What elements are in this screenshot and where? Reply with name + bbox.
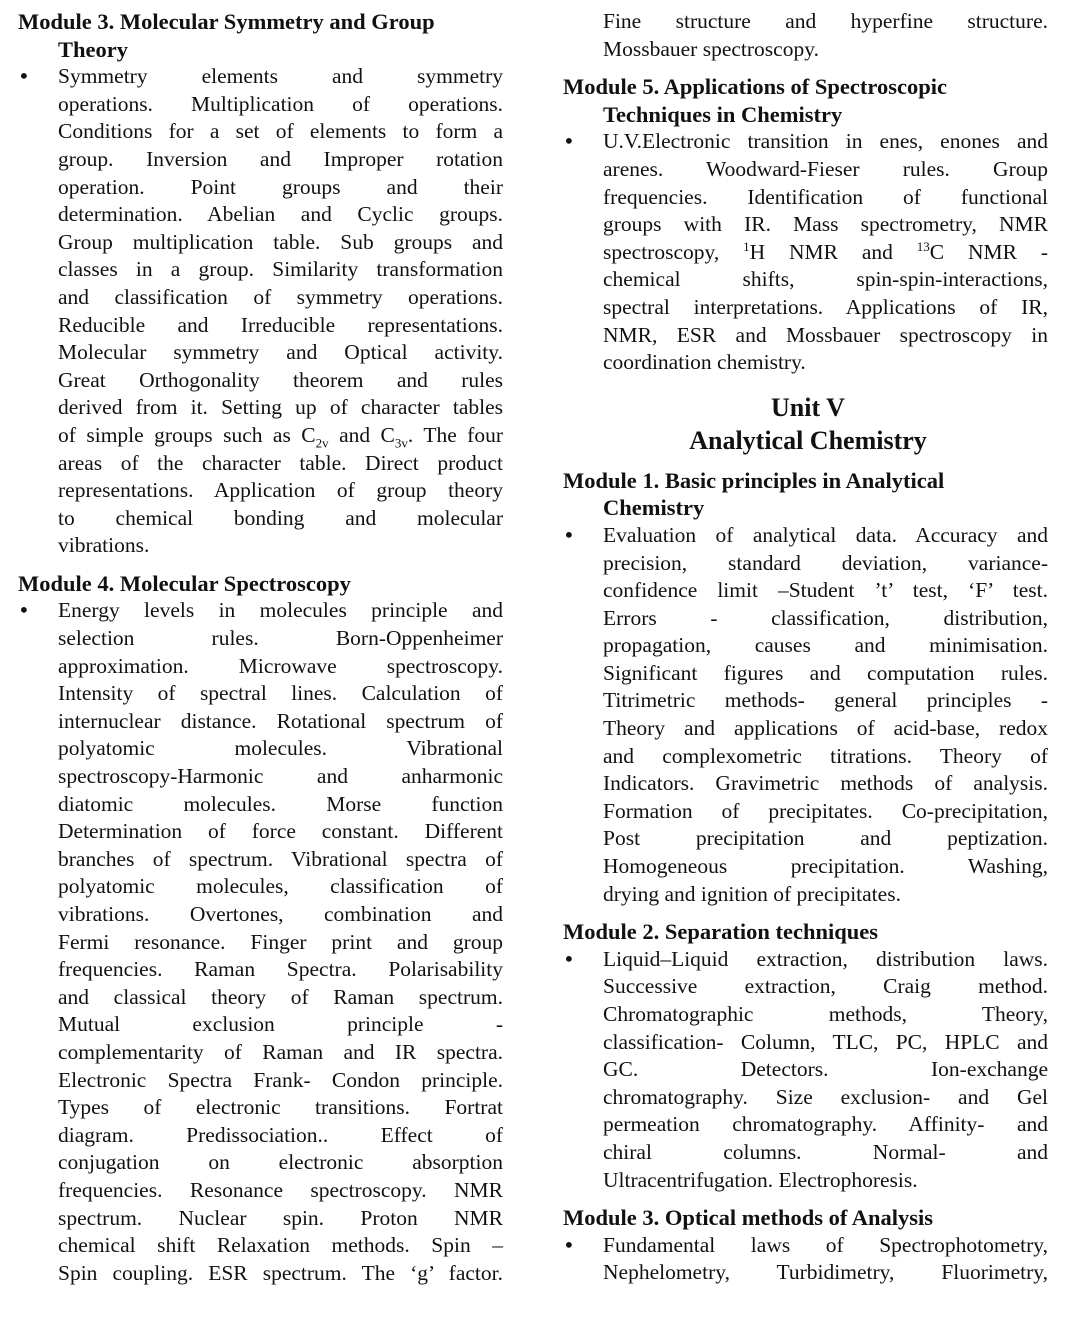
text-line-point-groups <box>58 422 503 450</box>
text-line: Fundamental laws of Spectrophotometry, <box>603 1232 1048 1257</box>
module-5-bullet-item <box>563 128 1048 376</box>
module-2-separation-section <box>563 918 1053 1194</box>
heading-line: Module 3. Optical methods of Analysis <box>563 1205 934 1231</box>
text-line: precision, standard deviation, variance- <box>603 550 1048 575</box>
module-4-heading <box>18 570 508 598</box>
text-fragment: spectroscopy, <box>603 239 744 264</box>
text-line: frequencies. Resonance spectroscopy. NMR <box>58 1177 503 1202</box>
module-2-heading <box>563 918 1053 946</box>
text-line: Conditions for a set of elements to form a <box>58 119 503 144</box>
heading-line: Chemistry <box>603 495 705 521</box>
text-line: Mutual exclusion principle - <box>58 1012 503 1037</box>
text-line: operation. Point groups and their <box>58 174 503 199</box>
module-3-optical-heading <box>563 1204 1053 1232</box>
unit-subtitle: Analytical Chemistry <box>689 425 927 455</box>
text-line: Symmetry elements and symmetry <box>58 64 503 89</box>
text-line: group. Inversion and Improper rotation <box>58 146 503 171</box>
text-line: vibrations. <box>58 533 150 558</box>
text-line: spectroscopy-Harmonic and anharmonic <box>58 764 503 789</box>
text-line: spectrum. Nuclear spin. Proton NMR <box>58 1205 503 1230</box>
text-line: diagram. Predissociation.. Effect of <box>58 1122 503 1147</box>
text-line: GC. Detectors. Ion-exchange <box>603 1057 1048 1082</box>
superscript: 1 <box>743 238 750 254</box>
text-line: frequencies. Raman Spectra. Polarisability <box>58 957 503 982</box>
text-line: vibrations. Overtones, combination and <box>58 902 503 926</box>
module-4-spectroscopy-section <box>18 570 508 1287</box>
text-line: Great Orthogonality theorem and rules <box>58 367 503 392</box>
text-line: operations. Multiplication of operations. <box>58 91 503 116</box>
text-line: areas of the character table. Direct product <box>58 450 503 475</box>
text-line: chemical shift Relaxation methods. Spin – <box>58 1233 503 1258</box>
text-line: Ultracentrifugation. Electrophoresis. <box>603 1167 918 1192</box>
text-line: conjugation on electronic absorption <box>58 1150 503 1175</box>
module-2-bullet-item <box>563 946 1048 1194</box>
text-fragment: . The four <box>407 422 503 447</box>
text-line: Formation of precipitates. Co-precipitation, <box>603 798 1048 823</box>
text-line: polyatomic molecules, classification of <box>58 874 503 899</box>
text-line: and complexometric titrations. Theory of <box>603 743 1048 768</box>
bullet-icon: • <box>563 522 575 547</box>
text-line: and classical theory of Raman spectrum. <box>58 984 503 1009</box>
heading-line: Module 4. Molecular Spectroscopy <box>18 570 351 596</box>
bullet-icon: • <box>563 1232 575 1257</box>
text-line: Errors - classification, distribution, <box>603 605 1048 630</box>
text-fragment: of simple groups such as C <box>58 422 316 447</box>
text-line: Significant figures and computation rules. <box>603 660 1048 685</box>
text-line: groups with IR. Mass spectrometry, NMR <box>603 212 1048 237</box>
text-line: Spin coupling. ESR spectrum. The ‘g’ factor. <box>58 1260 503 1285</box>
unit-title: Unit V <box>771 392 845 422</box>
text-line: Electronic Spectra Frank- Condon principle. <box>58 1067 503 1092</box>
text-line: Group multiplication table. Sub groups and <box>58 229 503 254</box>
text-line: classes in a group. Similarity transformation <box>58 257 503 282</box>
text-line: to chemical bonding and molecular <box>58 505 503 530</box>
module-5-applications-section <box>563 73 1053 377</box>
module-3-optical-bullet-item <box>563 1232 1048 1287</box>
text-line: Determination of force constant. Different <box>58 819 503 844</box>
text-line: classification- Column, TLC, PC, HPLC and <box>603 1029 1048 1054</box>
superscript: 13 <box>916 238 930 254</box>
text-line: chemical shifts, spin-spin-interactions, <box>603 267 1048 292</box>
text-line: polyatomic molecules. Vibrational <box>58 736 503 761</box>
bullet-icon: • <box>18 64 30 89</box>
text-line: arenes. Woodward-Fieser rules. Group <box>603 156 1048 181</box>
text-line: chiral columns. Normal- and <box>603 1139 1048 1164</box>
heading-line: Theory <box>58 36 128 62</box>
text-line: coordination chemistry. <box>603 350 806 375</box>
text-line: Titrimetric methods- general principles - <box>603 688 1048 713</box>
module-1-bullet-item <box>563 522 1048 908</box>
bullet-icon: • <box>563 129 575 154</box>
text-line: propagation, causes and minimisation. <box>603 633 1048 658</box>
text-line: diatomic molecules. Morse function <box>58 791 503 816</box>
text-line: spectral interpretations. Applications of IR, <box>603 294 1048 319</box>
text-line: Molecular symmetry and Optical activity. <box>58 340 503 365</box>
heading-line: Module 2. Separation techniques <box>563 919 879 945</box>
text-line: Energy levels in molecules principle and <box>58 598 503 623</box>
text-line: Types of electronic transitions. Fortrat <box>58 1095 503 1120</box>
module-1-heading <box>563 467 1053 522</box>
text-line-nmr <box>603 239 1048 267</box>
text-line: Nephelometry, Turbidimetry, Fluorimetry, <box>603 1260 1048 1285</box>
text-line: Mossbauer spectroscopy. <box>603 36 819 61</box>
text-line: Homogeneous precipitation. Washing, <box>603 854 1048 879</box>
text-line: Post precipitation and peptization. <box>603 826 1048 851</box>
text-line: branches of spectrum. Vibrational spectra of <box>58 846 503 871</box>
text-line: Fermi resonance. Finger print and group <box>58 929 503 954</box>
subscript: 3v <box>394 435 408 451</box>
text-line: permeation chromatography. Affinity- and <box>603 1112 1048 1137</box>
heading-line: Module 1. Basic principles in Analytical <box>563 467 945 493</box>
text-line: frequencies. Identification of functional <box>603 184 1048 209</box>
text-line: internuclear distance. Rotational spectrum of <box>58 708 503 733</box>
module-3-bullet-item <box>18 63 503 560</box>
text-fragment: C NMR - <box>929 239 1048 264</box>
text-line: Chromatographic methods, Theory, <box>603 1002 1048 1026</box>
text-line: Evaluation of analytical data. Accuracy and <box>603 522 1048 547</box>
text-line: Theory and applications of acid-base, redox <box>603 716 1048 741</box>
text-line: determination. Abelian and Cyclic groups. <box>58 202 503 227</box>
bullet-icon: • <box>563 946 575 971</box>
text-line: approximation. Microwave spectroscopy. <box>58 653 503 678</box>
text-fragment: H NMR and <box>749 239 917 264</box>
text-line: Intensity of spectral lines. Calculation of <box>58 681 503 706</box>
right-column <box>563 8 1053 1287</box>
module-4-continued-text <box>563 8 1048 63</box>
heading-line: Techniques in Chemistry <box>603 101 843 127</box>
module-4-bullet-item <box>18 597 503 1287</box>
text-line: representations. Application of group theory <box>58 478 503 503</box>
heading-line: Module 3. Molecular Symmetry and Group <box>18 9 435 34</box>
text-line: chromatography. Size exclusion- and Gel <box>603 1084 1048 1109</box>
text-line: complementarity of Raman and IR spectra. <box>58 1039 503 1064</box>
module-1-basic-principles-section <box>563 467 1053 909</box>
text-line: Indicators. Gravimetric methods of analysis. <box>603 771 1048 796</box>
text-line: and classification of symmetry operations. <box>58 284 503 309</box>
module-5-heading <box>563 73 1053 128</box>
module-4-continued-section <box>563 8 1053 63</box>
unit-heading <box>563 391 1053 457</box>
text-line: Fine structure and hyperfine structure. <box>603 9 1048 33</box>
bullet-icon: • <box>18 598 30 623</box>
text-line: Reducible and Irreducible representations. <box>58 312 503 337</box>
text-line: confidence limit –Student ’t’ test, ‘F’ test. <box>603 578 1048 603</box>
module-3-optical-section <box>563 1204 1053 1287</box>
module-3-symmetry-section <box>18 8 508 560</box>
text-line: selection rules. Born-Oppenheimer <box>58 626 503 651</box>
text-line: NMR, ESR and Mossbauer spectroscopy in <box>603 322 1048 347</box>
module-3-heading <box>18 8 508 63</box>
left-column <box>18 8 508 1287</box>
text-line: Successive extraction, Craig method. <box>603 974 1048 999</box>
subscript: 2v <box>315 435 329 451</box>
text-line: U.V.Electronic transition in enes, enones and <box>603 129 1048 154</box>
text-line: Liquid–Liquid extraction, distribution laws. <box>603 946 1048 971</box>
text-line: derived from it. Setting up of character tables <box>58 395 503 420</box>
heading-line: Module 5. Applications of Spectroscopic <box>563 74 947 100</box>
text-line: drying and ignition of precipitates. <box>603 881 901 906</box>
text-fragment: and C <box>328 422 395 447</box>
